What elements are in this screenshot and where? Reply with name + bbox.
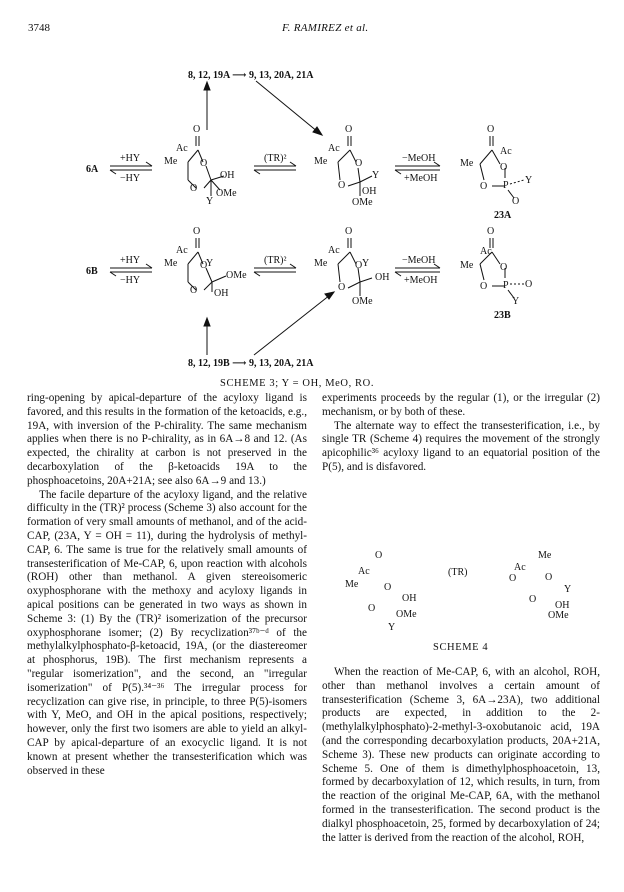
atom-o: O bbox=[193, 226, 201, 237]
paragraph: The alternate way to effect the transesterification, i.e., by single TR (Scheme 4) requires the movement of the strongly apicophilic³⁶ acyloxy ligand to an equatorial position of the P(5), and is disfavored. bbox=[322, 419, 600, 473]
scheme-3-diagram bbox=[0, 0, 624, 400]
atom-me: Me bbox=[314, 258, 328, 269]
scheme4-caption: SCHEME 4 bbox=[433, 642, 489, 653]
atom-ome: OMe bbox=[352, 296, 373, 307]
atom-o: O bbox=[525, 279, 533, 290]
atom-o: O bbox=[190, 285, 198, 296]
atom-o: O bbox=[368, 603, 376, 614]
right-column-top bbox=[322, 392, 600, 475]
paragraph: The facile departure of the acyloxy ligand, and the relative difficulty in the (TR)² process (Scheme 3) also account for the formation of very small amounts of methanol, and of the acid-CAP, (23A, Y = OH = 11), during the hydrolysis of methyl-CAP, 6. The same is true for the relatively small amounts of transesterification of Me-CAP, 6, upon reaction with alcohols (ROH) other than methanol. A given stereoisomeric oxyphosphorane with the methoxy and acyloxy ligands in apical positions can be generated in two ways as shown in Scheme 3: (1) By the (TR)² isomerization of the precursor oxyphosphorane isomer; (2) By recyclization³⁷ᵇ⁻ᵈ of the methylalkylphosphato-β-ketoacid, 19A, (or the diastereomer at phosphorus, 19B). The first mechanism represents a "regular isomerization", and the second, an "irregular isomerization" of P(5).³⁴⁻³⁶ The irregular process for recyclization can give rise, in principle, to three P(5)-isomers with Y, MeO, and OH in the apical positions, respectively; however, only the first two isomers are able to yield an alkyl-CAP by apical-departure of an exocyclic ligand. It is not known at present whether the transesterification which was observed in these bbox=[27, 488, 307, 777]
product-23b-label: 23B bbox=[494, 310, 511, 321]
atom-ome: OMe bbox=[352, 197, 373, 208]
atom-oh: OH bbox=[555, 600, 570, 611]
product-23a-label: 23A bbox=[494, 210, 512, 221]
atom-me: Me bbox=[538, 550, 552, 561]
atom-o: O bbox=[487, 226, 495, 237]
atom-y: Y bbox=[388, 622, 396, 633]
atom-o: O bbox=[338, 282, 346, 293]
atom-o: O bbox=[480, 281, 488, 292]
atom-ac: Ac bbox=[480, 246, 492, 257]
atom-ac: Ac bbox=[328, 245, 340, 256]
atom-ome: OMe bbox=[216, 188, 237, 199]
atom-oh: OH bbox=[402, 593, 417, 604]
atom-o: O bbox=[200, 158, 208, 169]
atom-o: O bbox=[529, 594, 537, 605]
atom-ac: Ac bbox=[328, 143, 340, 154]
atom-ac: Ac bbox=[176, 245, 188, 256]
atom-me: Me bbox=[164, 258, 178, 269]
scheme4-tr-label: (TR) bbox=[448, 567, 468, 578]
atom-ome: OMe bbox=[396, 609, 417, 620]
atom-ome: OMe bbox=[226, 270, 247, 281]
atom-o: O bbox=[545, 572, 553, 583]
atom-me: Me bbox=[460, 260, 474, 271]
atom-y: Y bbox=[206, 258, 214, 269]
scheme3-caption: SCHEME 3; Y = OH, MeO, RO. bbox=[220, 378, 375, 389]
label-plus-hy: +HY bbox=[120, 153, 141, 164]
atom-y: Y bbox=[564, 584, 572, 595]
left-column bbox=[27, 392, 307, 778]
atom-ac: Ac bbox=[500, 146, 512, 157]
atom-o: O bbox=[375, 550, 383, 561]
atom-y: Y bbox=[512, 296, 520, 307]
label-minus-meoh: −MeOH bbox=[402, 153, 436, 164]
atom-oh: OH bbox=[220, 170, 235, 181]
atom-o: O bbox=[345, 124, 353, 135]
atom-o: O bbox=[500, 262, 508, 273]
atom-ac: Ac bbox=[514, 562, 526, 573]
scheme3-top-reaction: 8, 12, 19A ⟶ 9, 13, 20A, 21A bbox=[188, 70, 314, 81]
scheme3-bottom-reaction: 8, 12, 19B ⟶ 9, 13, 20A, 21A bbox=[188, 358, 314, 369]
atom-o: O bbox=[345, 226, 353, 237]
scheme3-row2-start: 6B bbox=[86, 266, 98, 277]
label-plus-meoh: +MeOH bbox=[404, 173, 438, 184]
label-tr: (TR)² bbox=[264, 255, 287, 266]
atom-o: O bbox=[200, 260, 208, 271]
atom-o: O bbox=[512, 196, 520, 207]
atom-me: Me bbox=[314, 156, 328, 167]
atom-oh: OH bbox=[362, 186, 377, 197]
label-minus-hy: −HY bbox=[120, 275, 141, 286]
atom-oh: OH bbox=[214, 288, 229, 299]
atom-y: Y bbox=[372, 170, 380, 181]
atom-y: Y bbox=[362, 258, 370, 269]
atom-ac: Ac bbox=[358, 566, 370, 577]
atom-o: O bbox=[190, 183, 198, 194]
atom-me: Me bbox=[460, 158, 474, 169]
paragraph: experiments proceeds by the regular (1), or the irregular (2) mechanism, or by both of these. bbox=[322, 392, 600, 418]
atom-o: O bbox=[509, 573, 517, 584]
atom-y: Y bbox=[525, 175, 533, 186]
paragraph: When the reaction of Me-CAP, 6, with an alcohol, ROH, other than methanol involves a certain amount of transesterification (Scheme 3, 6A→23A), two additional products are expected, in addition to the 2-(methylalkylphosphato)-2-methyl-3-oxobutanoic acid, 19A (and the corresponding decarboxylation products, 20A+21A, Scheme 3). These new products can originate according to Scheme 5. One of them is dimethylphosphoacetoin, 13, formed by decarboxylation of 12, which results, in turn, from the reaction of the original Me-CAP, 6A, with the methanol formed in the transesterification. The second product is the dialkyl phosphoacetoin, 25, formed by decarboxylation of 24; the latter is derived from the reaction of the alcohol, ROH, bbox=[322, 666, 600, 844]
atom-o: O bbox=[500, 162, 508, 173]
atom-o: O bbox=[338, 180, 346, 191]
label-plus-hy: +HY bbox=[120, 255, 141, 266]
label-tr: (TR)² bbox=[264, 153, 287, 164]
atom-o: O bbox=[355, 158, 363, 169]
atom-oh: OH bbox=[375, 272, 390, 283]
atom-o: O bbox=[384, 582, 392, 593]
atom-me: Me bbox=[164, 156, 178, 167]
atom-ome: OMe bbox=[548, 610, 569, 621]
atom-me: Me bbox=[345, 579, 359, 590]
atom-p: P bbox=[503, 180, 509, 191]
label-minus-meoh: −MeOH bbox=[402, 255, 436, 266]
atom-o: O bbox=[480, 181, 488, 192]
atom-p: P bbox=[503, 280, 509, 291]
atom-o: O bbox=[487, 124, 495, 135]
page-number: 3748 bbox=[28, 22, 50, 34]
scheme3-row1-start: 6A bbox=[86, 164, 99, 175]
paragraph: ring-opening by apical-departure of the acyloxy ligand is favored, and this results in the formation of the ketoacids, e.g., 19A, with inversion of the P-chirality. The same mechanism applies when there is no P-chirality, as in 6A→8 and 12. (As expected, the chirality at carbon is not preserved in the decarboxylation of the β-ketoacids 19A to the phosphoacetoins, 20A+21A; see also 6A→9 and 13.) bbox=[27, 392, 307, 487]
running-header-authors: F. RAMIREZ et al. bbox=[282, 22, 369, 34]
label-plus-meoh: +MeOH bbox=[404, 275, 438, 286]
atom-o: O bbox=[193, 124, 201, 135]
atom-y: Y bbox=[206, 196, 214, 207]
label-minus-hy: −HY bbox=[120, 173, 141, 184]
atom-o: O bbox=[355, 260, 363, 271]
right-column-bottom bbox=[322, 666, 600, 845]
atom-ac: Ac bbox=[176, 143, 188, 154]
